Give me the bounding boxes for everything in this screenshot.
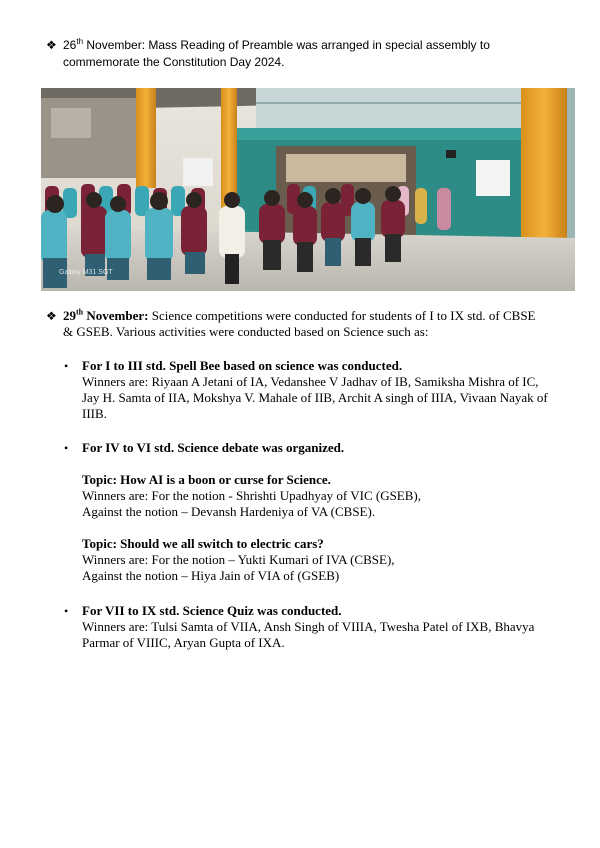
debate-topic-1-against: Against the notion – Devansh Hardeniya of VA (CBSE). xyxy=(82,504,376,519)
entry-intro: Science competitions were conducted for students of I to IX std. of CBSE & GSEB. Various activities were conducted based on Science such as: xyxy=(63,308,536,339)
debate-topic-2-against: Against the notion – Hiya Jain of VIA of (GSEB) xyxy=(82,568,340,583)
debate-topic-2-for: Winners are: For the notion – Yukti Kumari of IVA (CBSE), xyxy=(82,552,395,567)
entry-day-suffix: th xyxy=(76,37,84,46)
debate-topic-1-for: Winners are: For the notion - Shrishti Upadhyay of VIC (GSEB), xyxy=(82,488,421,503)
spell-bee-item xyxy=(64,358,554,422)
science-debate-item xyxy=(64,440,554,584)
science-debate-heading: For IV to VI std. Science debate was organized. xyxy=(82,440,345,455)
photo-watermark: Galaxy M31 SGT xyxy=(59,269,113,276)
bullet-icon: • xyxy=(64,441,69,455)
entry-day: 29 xyxy=(63,308,76,323)
debate-topic-2: Topic: Should we all switch to electric cars? xyxy=(82,536,324,551)
assembly-photo-illustration xyxy=(41,88,575,291)
entry-day-suffix: th xyxy=(76,307,84,317)
bullet-icon: • xyxy=(64,359,69,373)
entry-line-1: November: Mass Reading of Preamble was arranged in special assembly to xyxy=(83,38,490,52)
spell-bee-winners: Winners are: Riyaan A Jetani of IA, Vedanshee V Jadhav of IB, Samiksha Mishra of IC, Jay H. Samta of IIA, Mokshya V. Mahale of IIB, Archit A singh of IIIA, Vivaan Nayak of IIIB. xyxy=(82,374,548,421)
assembly-photo xyxy=(41,88,575,291)
debate-topic-1: Topic: How AI is a boon or curse for Science. xyxy=(82,472,331,487)
science-competitions-entry xyxy=(46,308,546,340)
constitution-day-entry xyxy=(46,37,546,71)
entry-label: November: xyxy=(83,308,149,323)
science-quiz-heading: For VII to IX std. Science Quiz was conducted. xyxy=(82,603,342,618)
science-quiz-item xyxy=(64,603,554,651)
entry-line-2: commemorate the Constitution Day 2024. xyxy=(63,55,285,69)
diamond-bullet-icon: ❖ xyxy=(46,38,57,52)
spell-bee-heading: For I to III std. Spell Bee based on science was conducted. xyxy=(82,358,403,373)
diamond-bullet-icon: ❖ xyxy=(46,309,57,323)
constitution-day-text xyxy=(63,37,546,71)
entry-day: 26 xyxy=(63,38,77,52)
science-quiz-winners: Winners are: Tulsi Samta of VIIA, Ansh Singh of VIIIA, Twesha Patel of IXB, Bhavya Parmar of VIIIC, Aryan Gupta of IXA. xyxy=(82,619,535,650)
bullet-icon: • xyxy=(64,604,69,618)
science-competitions-intro xyxy=(63,308,546,340)
